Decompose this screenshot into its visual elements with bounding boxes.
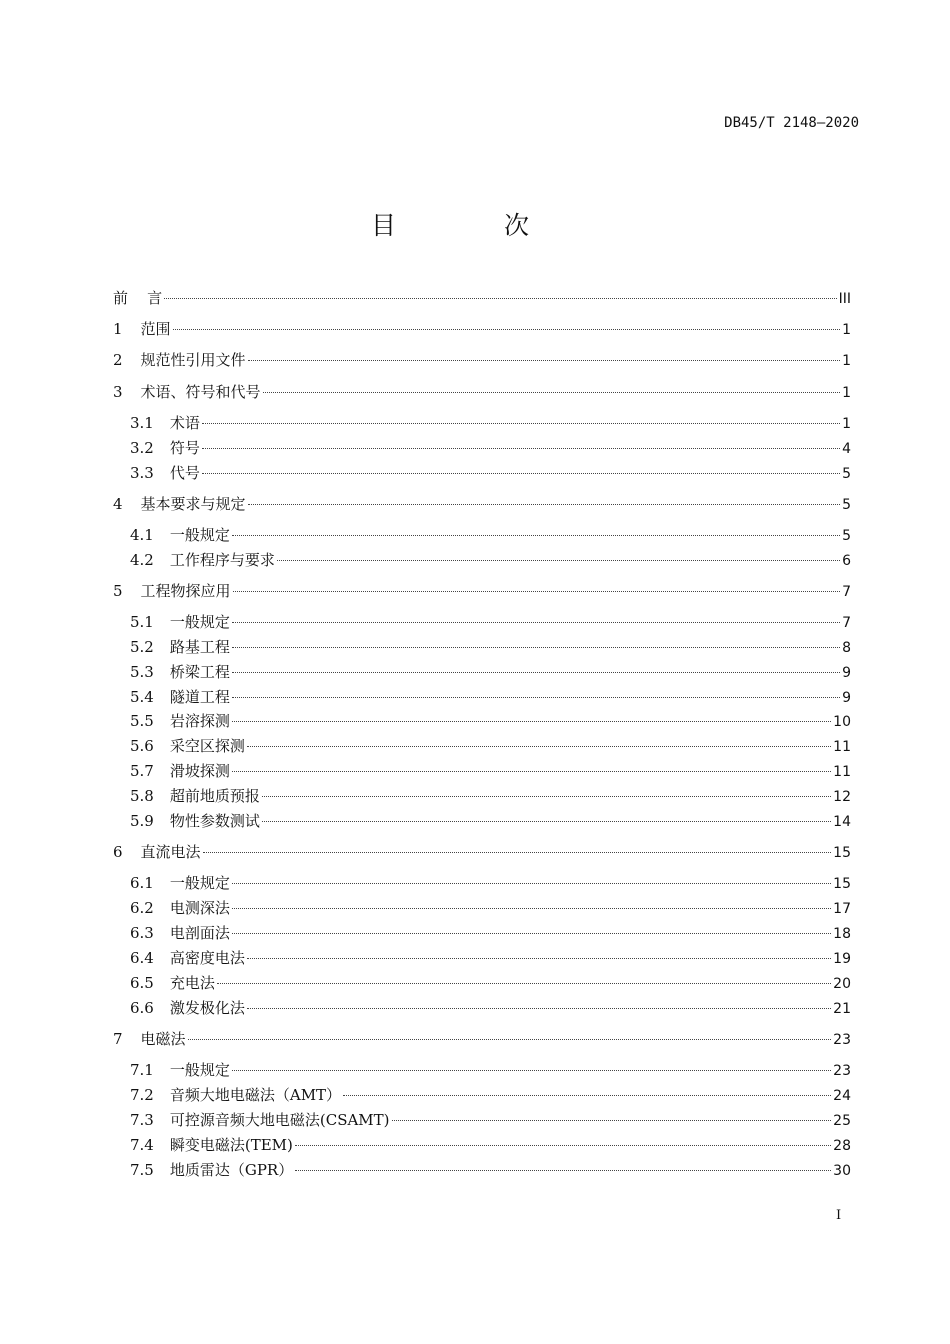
toc-entry[interactable] [113, 493, 851, 513]
toc-entry-number: 5.1 [130, 613, 154, 631]
toc-dot-leader [188, 1039, 832, 1040]
toc-dot-leader [233, 591, 841, 592]
toc-entry-number: 5.8 [130, 787, 154, 805]
toc-dot-leader [232, 1070, 831, 1071]
toc-entry[interactable] [130, 760, 851, 780]
toc-dot-leader [232, 908, 831, 909]
toc-entry[interactable] [130, 611, 851, 631]
toc-entry-page: 18 [833, 926, 851, 942]
toc-entry[interactable] [130, 785, 851, 805]
toc-entry-number: 7.4 [130, 1136, 154, 1154]
toc-entry-number: 5.5 [130, 712, 154, 730]
toc-entry-title: 一般规定 [169, 874, 230, 892]
toc-entry-page: 8 [842, 640, 851, 656]
toc-dot-leader [247, 746, 831, 747]
toc-entry-number: 6.2 [130, 899, 154, 917]
toc-entry[interactable] [130, 636, 851, 656]
toc-entry-number: 4.1 [130, 526, 154, 544]
toc-entry-title: 范围 [140, 320, 171, 338]
toc-entry-number: 5.9 [130, 812, 154, 830]
toc-entry-title: 一般规定 [169, 526, 230, 544]
toc-entry-title: 桥梁工程 [169, 663, 230, 681]
toc-entry-page: III [838, 291, 851, 307]
toc-dot-leader [232, 721, 831, 722]
toc-entry-title: 高密度电法 [169, 949, 245, 967]
toc-dot-leader [232, 535, 840, 536]
toc-entry-title: 采空区探测 [169, 737, 245, 755]
toc-entry[interactable] [130, 686, 851, 706]
toc-dot-leader [262, 821, 831, 822]
toc-entry[interactable] [113, 1028, 851, 1048]
toc-entry-page: 9 [842, 690, 851, 706]
toc-entry-number: 7.2 [130, 1086, 154, 1104]
toc-entry-title: 物性参数测试 [169, 812, 260, 830]
toc-entry[interactable] [130, 872, 851, 892]
toc-entry-title: 术语 [169, 414, 200, 432]
toc-dot-leader [247, 1008, 831, 1009]
toc-entry[interactable] [130, 1084, 851, 1104]
toc-entry-number: 5.4 [130, 688, 154, 706]
toc-entry[interactable] [130, 897, 851, 917]
toc-dot-leader [232, 771, 831, 772]
toc-dot-leader [232, 647, 840, 648]
toc-entry[interactable] [113, 580, 851, 600]
toc-entry-number: 5.6 [130, 737, 154, 755]
toc-entry-number: 7.5 [130, 1161, 154, 1179]
toc-entry-number: 5.7 [130, 762, 154, 780]
toc-dot-leader [203, 852, 832, 853]
toc-dot-leader [232, 672, 840, 673]
toc-dot-leader [232, 933, 831, 934]
toc-entry-page: 21 [833, 1001, 851, 1017]
toc-entry-title: 基本要求与规定 [140, 495, 246, 513]
toc-entry-title: 符号 [169, 439, 200, 457]
toc-entry-title: 路基工程 [169, 638, 230, 656]
toc-entry-title: 电剖面法 [169, 924, 230, 942]
toc-entry-page: 1 [842, 385, 851, 401]
toc-entry-title: 术语、符号和代号 [140, 383, 261, 401]
toc-dot-leader [232, 697, 840, 698]
toc-dot-leader [277, 560, 840, 561]
toc-entry[interactable] [130, 710, 851, 730]
toc-entry-page: 5 [842, 497, 851, 513]
toc-entry[interactable] [130, 549, 851, 569]
toc-entry-title: 电测深法 [169, 899, 230, 917]
document-code: DB45/T 2148—2020 [724, 115, 859, 131]
page-number: I [836, 1208, 842, 1223]
toc-entry-page: 5 [842, 528, 851, 544]
toc-entry-title: 电磁法 [140, 1030, 186, 1048]
toc-entry-number: 6.5 [130, 974, 154, 992]
toc-entry-title: 激发极化法 [169, 999, 245, 1017]
toc-entry-title: 工程物探应用 [140, 582, 231, 600]
toc-entry[interactable] [130, 1059, 851, 1079]
toc-dot-leader [392, 1120, 832, 1121]
toc-entry-page: 23 [833, 1063, 851, 1079]
toc-entry-title: 代号 [169, 464, 200, 482]
toc-dot-leader [295, 1170, 831, 1171]
toc-entry-page: 17 [833, 901, 851, 917]
toc-entry-title: 音频大地电磁法（AMT） [169, 1086, 342, 1104]
toc-entry-title: 充电法 [169, 974, 215, 992]
toc-entry-number: 6 [113, 843, 123, 861]
toc-entry-number: 2 [113, 351, 123, 369]
toc-entry-number: 7.3 [130, 1111, 154, 1129]
toc-entry-number: 3.1 [130, 414, 154, 432]
toc-entry-number: 3 [113, 383, 123, 401]
toc-entry[interactable] [130, 997, 851, 1017]
toc-entry-page: 1 [842, 416, 851, 432]
toc-entry-page: 5 [842, 466, 851, 482]
toc-dot-leader [247, 958, 831, 959]
toc-entry[interactable] [113, 381, 851, 401]
toc-entry-title: 规范性引用文件 [140, 351, 246, 369]
toc-entry[interactable] [113, 841, 851, 861]
toc-entry-page: 4 [842, 441, 851, 457]
toc-entry-number: 6.3 [130, 924, 154, 942]
toc-entry-title: 隧道工程 [169, 688, 230, 706]
toc-entry[interactable] [113, 287, 851, 307]
toc-dot-leader [248, 360, 841, 361]
toc-entry-number: 6.6 [130, 999, 154, 1017]
toc-entry[interactable] [130, 412, 851, 432]
toc-entry-title: 地质雷达（GPR） [169, 1161, 294, 1179]
toc-entry-page: 9 [842, 665, 851, 681]
toc-entry[interactable] [130, 922, 851, 942]
toc-entry-page: 30 [833, 1163, 851, 1179]
toc-entry-title: 言 [128, 289, 163, 307]
toc-entry-number: 7.1 [130, 1061, 154, 1079]
toc-entry-title: 一般规定 [169, 613, 230, 631]
toc-entry-title: 岩溶探测 [169, 712, 230, 730]
toc-entry[interactable] [130, 1109, 851, 1129]
toc-entry-page: 14 [833, 814, 851, 830]
toc-entry-page: 11 [833, 739, 851, 755]
toc-entry[interactable] [130, 1134, 851, 1154]
toc-entry-page: 1 [842, 353, 851, 369]
toc-entry-page: 28 [833, 1138, 851, 1154]
toc-dot-leader [295, 1145, 831, 1146]
toc-entry-number: 6.1 [130, 874, 154, 892]
toc-dot-leader [232, 622, 840, 623]
toc-entry[interactable] [130, 437, 851, 457]
toc-entry-title: 瞬变电磁法(TEM) [169, 1136, 293, 1154]
toc-entry[interactable] [130, 661, 851, 681]
toc-entry[interactable] [130, 735, 851, 755]
toc-entry-title: 工作程序与要求 [169, 551, 275, 569]
toc-entry-number: 5.3 [130, 663, 154, 681]
toc-dot-leader [202, 473, 840, 474]
toc-entry-number: 5.2 [130, 638, 154, 656]
toc-entry-page: 11 [833, 764, 851, 780]
toc-entry-page: 25 [833, 1113, 851, 1129]
toc-entry-number: 5 [113, 582, 123, 600]
toc-entry-page: 12 [833, 789, 851, 805]
toc-entry-title: 超前地质预报 [169, 787, 260, 805]
toc-entry-page: 15 [833, 845, 851, 861]
toc-dot-leader [248, 504, 841, 505]
toc-entry-page: 23 [833, 1032, 851, 1048]
toc-entry-number: 3.3 [130, 464, 154, 482]
toc-entry-title: 滑坡探测 [169, 762, 230, 780]
toc-dot-leader [164, 298, 837, 299]
toc-entry[interactable] [130, 1159, 851, 1179]
toc-entry[interactable] [130, 972, 851, 992]
toc-entry-page: 20 [833, 976, 851, 992]
toc-entry-number: 4.2 [130, 551, 154, 569]
toc-entry-page: 24 [833, 1088, 851, 1104]
toc-entry[interactable] [113, 318, 851, 338]
toc-dot-leader [343, 1095, 831, 1096]
page-title: 目 次 [371, 211, 579, 240]
toc-entry-page: 15 [833, 876, 851, 892]
toc-dot-leader [262, 796, 831, 797]
toc-dot-leader [217, 983, 831, 984]
toc-entry-page: 19 [833, 951, 851, 967]
toc-entry-number: 1 [113, 320, 123, 338]
toc-dot-leader [263, 392, 841, 393]
toc-dot-leader [232, 883, 831, 884]
toc-entry-number: 前 [113, 289, 129, 307]
toc-entry-page: 6 [842, 553, 851, 569]
toc-entry-title: 可控源音频大地电磁法(CSAMT) [169, 1111, 390, 1129]
toc-entry-page: 7 [842, 584, 851, 600]
toc-entry-number: 7 [113, 1030, 123, 1048]
toc-entry[interactable] [113, 349, 851, 369]
toc-entry[interactable] [130, 947, 851, 967]
toc-entry-title: 一般规定 [169, 1061, 230, 1079]
toc-entry[interactable] [130, 810, 851, 830]
toc-entry-page: 1 [842, 322, 851, 338]
toc-entry-number: 3.2 [130, 439, 154, 457]
toc-dot-leader [173, 329, 841, 330]
toc-entry-number: 6.4 [130, 949, 154, 967]
toc-dot-leader [202, 448, 840, 449]
toc-entry-page: 10 [833, 714, 851, 730]
toc-entry[interactable] [130, 524, 851, 544]
toc-entry-page: 7 [842, 615, 851, 631]
toc-entry-number: 4 [113, 495, 123, 513]
toc-entry[interactable] [130, 462, 851, 482]
toc-entry-title: 直流电法 [140, 843, 201, 861]
toc-dot-leader [202, 423, 840, 424]
